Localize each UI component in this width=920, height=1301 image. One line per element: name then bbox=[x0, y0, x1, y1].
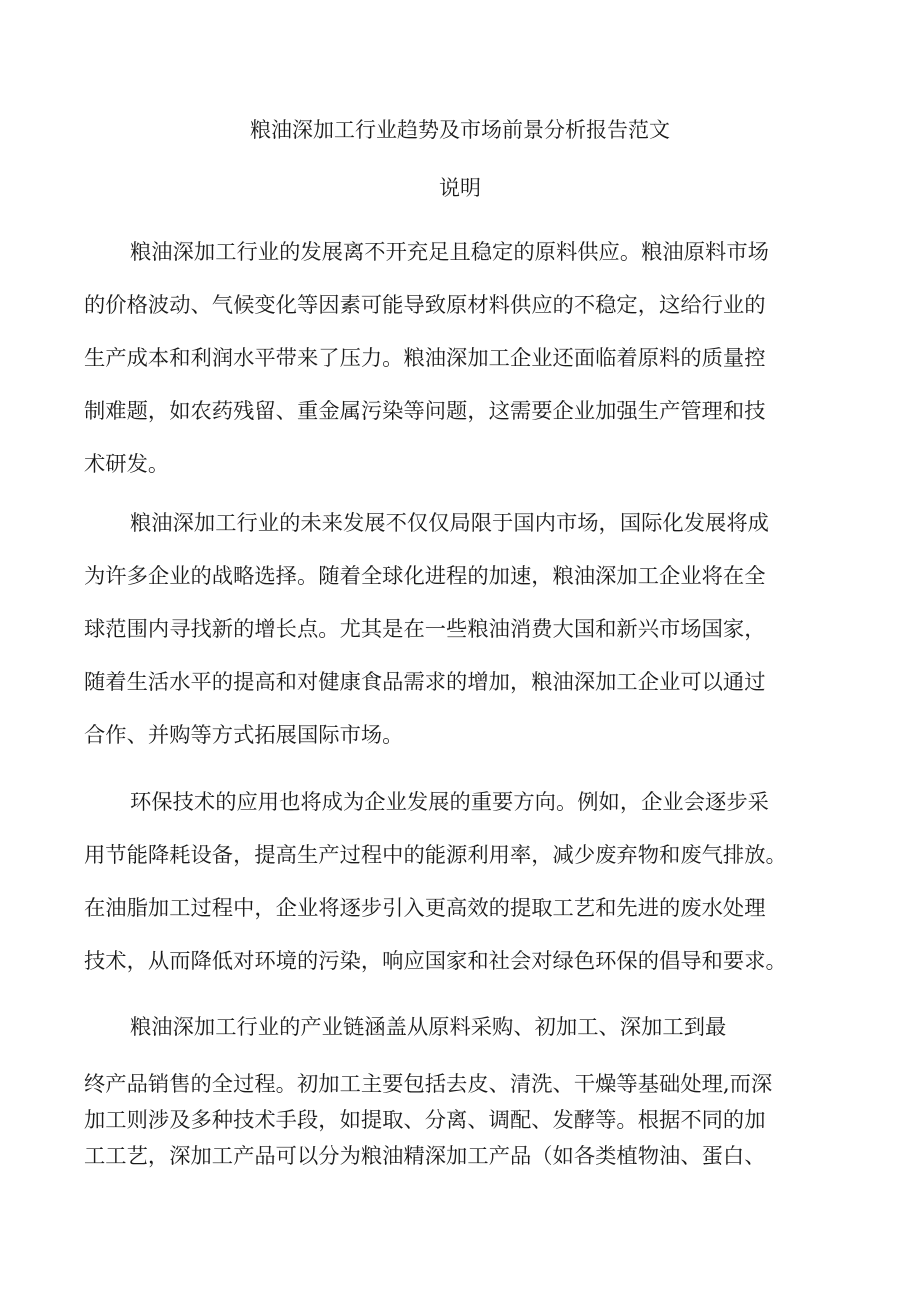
paragraph-line: 环保技术的应用也将成为企业发展的重要方向。例如，企业会逐步采 bbox=[130, 790, 769, 815]
paragraph-line: 合作、并购等方式拓展国际市场。 bbox=[84, 723, 404, 748]
paragraph-line: 制难题，如农药残留、重金属污染等问题，这需要企业加强生产管理和技 bbox=[84, 399, 766, 424]
paragraph-line: 术研发。 bbox=[84, 452, 170, 477]
paragraph-line: 工工艺，深加工产品可以分为粮油精深加工产品（如各类植物油、蛋白、 bbox=[84, 1144, 766, 1169]
paragraph-line: 终产品销售的全过程。初加工主要包括去皮、清洗、干燥等基础处理,而深 bbox=[84, 1072, 773, 1097]
paragraph-line: 用节能降耗设备，提高生产过程中的能源利用率，减少废弃物和废气排放。 bbox=[84, 843, 787, 868]
paragraph-5 bbox=[84, 1067, 844, 1175]
paragraph-line: 粮油深加工行业的发展离不开充足且稳定的原料供应。粮油原料市场 bbox=[130, 240, 769, 265]
paragraph-line: 粮油深加工行业的未来发展不仅仅局限于国内市场，国际化发展将成 bbox=[130, 511, 769, 536]
paragraph-line: 加工则涉及多种技术手段，如提取、分离、调配、发酵等。根据不同的加 bbox=[84, 1108, 766, 1133]
paragraph-line: 技术，从而降低对环境的污染，响应国家和社会对绿色环保的倡导和要求。 bbox=[84, 949, 787, 974]
paragraph-line: 随着生活水平的提高和对健康食品需求的增加，粮油深加工企业可以通过 bbox=[84, 670, 766, 695]
paragraph-line: 粮油深加工行业的产业链涵盖从原料采购、初加工、深加工到最 bbox=[130, 1015, 727, 1040]
paragraph-line: 球范围内寻找新的增长点。尤其是在一些粮油消费大国和新兴市场国家， bbox=[84, 617, 766, 642]
paragraph-line: 生产成本和利润水平带来了压力。粮油深加工企业还面临着原料的质量控 bbox=[84, 346, 766, 371]
paragraph-line: 的价格波动、气候变化等因素可能导致原材料供应的不稳定，这给行业的 bbox=[84, 293, 766, 318]
paragraph-4 bbox=[84, 1001, 844, 1054]
document-subtitle: 说明 bbox=[439, 176, 481, 200]
paragraph-line: 在油脂加工过程中，企业将逐步引入更高效的提取工艺和先进的废水处理 bbox=[84, 896, 766, 921]
paragraph-3 bbox=[84, 776, 844, 988]
paragraph-1 bbox=[84, 226, 844, 491]
document-title: 粮油深加工行业趋势及市场前景分析报告范文 bbox=[250, 118, 670, 142]
paragraph-line: 为许多企业的战略选择。随着全球化进程的加速，粮油深加工企业将在全 bbox=[84, 564, 766, 589]
paragraph-2 bbox=[84, 497, 844, 762]
